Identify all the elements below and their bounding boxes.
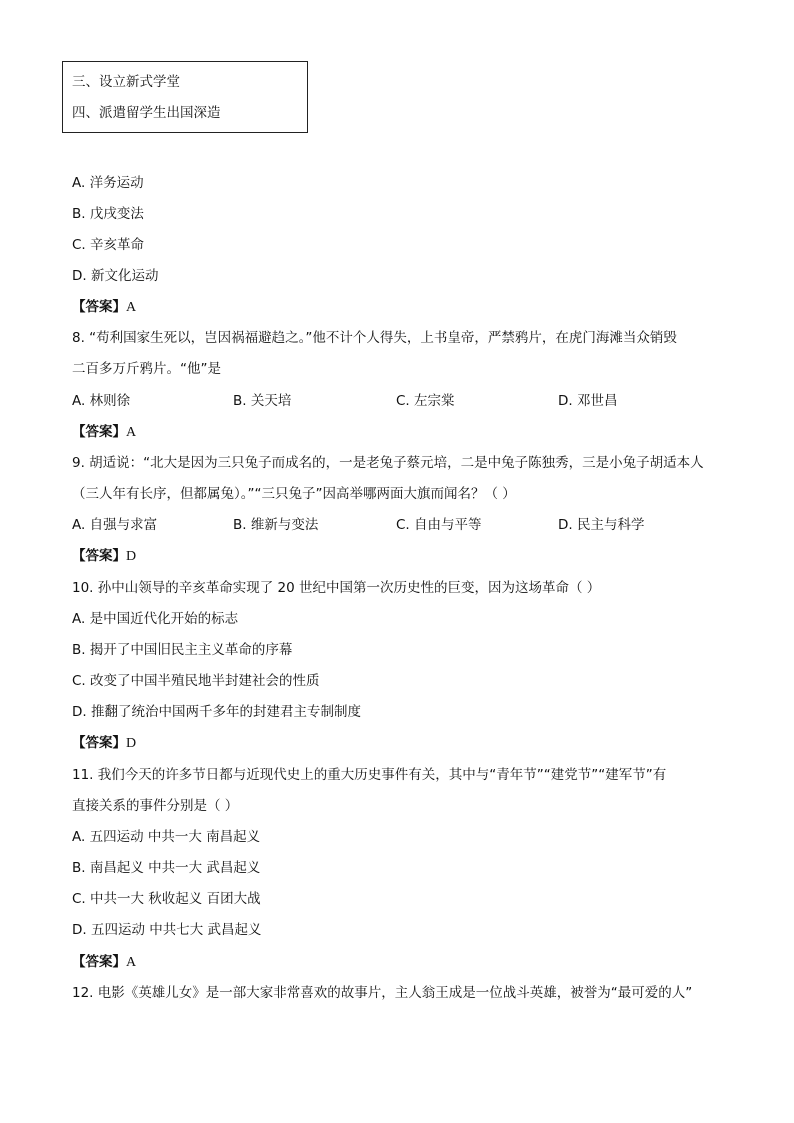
q11-stem-line2: 直接关系的事件分别是（ ） xyxy=(72,798,239,814)
q7-option-a: A. 洋务运动 xyxy=(72,175,144,191)
answer-label: 【答案】 xyxy=(72,424,126,440)
q11-stem-line1: 11. 我们今天的许多节日都与近现代史上的重大历史事件有关，其中与“青年节”“建党节”“建军节”有 xyxy=(72,767,667,783)
q9-options xyxy=(72,516,722,534)
q8-answer xyxy=(72,423,136,441)
q10-option-d: D. 推翻了统治中国两千多年的封建君主专制制度 xyxy=(72,704,361,720)
q11-option-a: A. 五四运动 中共一大 南昌起义 xyxy=(72,829,261,845)
q10-option-c: C. 改变了中国半殖民地半封建社会的性质 xyxy=(72,673,320,689)
q8-option-b: B. 关天培 xyxy=(233,393,292,409)
q9-option-d: D. 民主与科学 xyxy=(558,517,645,533)
statement-3: 三、设立新式学堂 xyxy=(72,74,180,90)
answer-value: D xyxy=(126,736,137,751)
q11-option-c: C. 中共一大 秋收起义 百团大战 xyxy=(72,891,261,907)
answer-label: 【答案】 xyxy=(72,735,126,751)
q9-answer xyxy=(72,547,136,565)
q7-answer xyxy=(72,298,136,316)
q11-option-b: B. 南昌起义 中共一大 武昌起义 xyxy=(72,860,261,876)
q9-stem-line1: 9. 胡适说：“北大是因为三只兔子而成名的，一是老兔子蔡元培，二是中兔子陈独秀，三是小兔子胡适本人 xyxy=(72,455,704,471)
q10-stem: 10. 孙中山领导的辛亥革命实现了 20 世纪中国第一次历史性的巨变，因为这场革命（ ） xyxy=(72,580,601,596)
boxed-statements xyxy=(62,61,308,133)
answer-label: 【答案】 xyxy=(72,299,126,315)
q7-option-d: D. 新文化运动 xyxy=(72,268,159,284)
q7-option-c: C. 辛亥革命 xyxy=(72,237,145,253)
q9-option-a: A. 自强与求富 xyxy=(72,517,158,533)
q8-stem-line2: 二百多万斤鸦片。“他”是 xyxy=(72,361,221,377)
q8-option-a: A. 林则徐 xyxy=(72,393,131,409)
q9-option-c: C. 自由与平等 xyxy=(396,517,482,533)
statement-4: 四、派遣留学生出国深造 xyxy=(72,105,221,121)
q9-stem-line2: （三人年有长序，但都属兔）。”“三只兔子”因高举哪两面大旗而闻名？（ ） xyxy=(72,486,516,502)
answer-label: 【答案】 xyxy=(72,548,126,564)
q10-option-a: A. 是中国近代化开始的标志 xyxy=(72,611,239,627)
answer-value: A xyxy=(126,425,137,440)
q11-option-d: D. 五四运动 中共七大 武昌起义 xyxy=(72,922,262,938)
q8-options xyxy=(72,392,722,410)
q8-stem-line1: 8. “苟利国家生死以，岂因祸福避趋之。”他不计个人得失，上书皇帝，严禁鸦片，在虎门海滩当众销毁 xyxy=(72,330,677,346)
q10-option-b: B. 揭开了中国旧民主主义革命的序幕 xyxy=(72,642,293,658)
q12-stem-line1: 12. 电影《英雄儿女》是一部大家非常喜欢的故事片，主人翁王成是一位战斗英雄，被誉为“最可爱的人” xyxy=(72,985,693,1001)
answer-value: A xyxy=(126,300,137,315)
q8-option-d: D. 邓世昌 xyxy=(558,393,618,409)
q10-answer xyxy=(72,734,136,752)
q9-option-b: B. 维新与变法 xyxy=(233,517,319,533)
q8-option-c: C. 左宗棠 xyxy=(396,393,455,409)
q7-option-b: B. 戊戌变法 xyxy=(72,206,144,222)
q11-answer xyxy=(72,953,136,971)
answer-value: A xyxy=(126,955,137,970)
answer-value: D xyxy=(126,549,137,564)
answer-label: 【答案】 xyxy=(72,954,126,970)
